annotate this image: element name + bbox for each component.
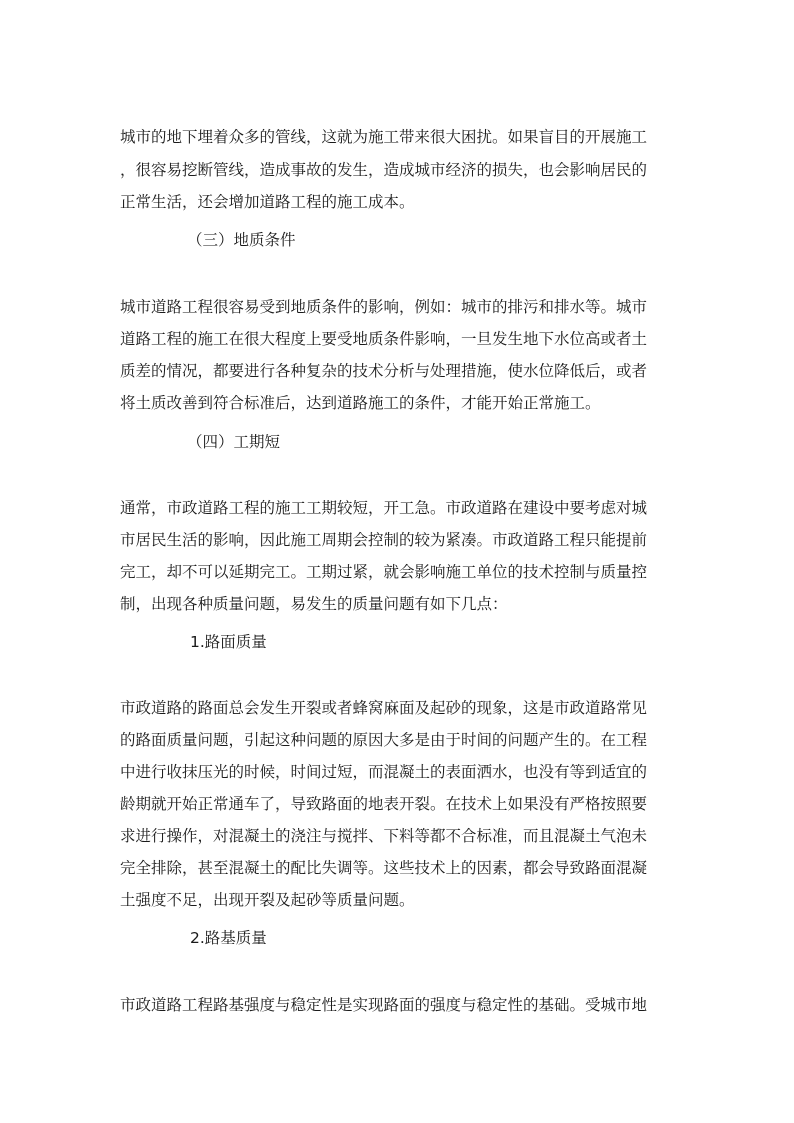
paragraph-4-line-1: 市政道路的路面总会发生开裂或者蜂窝麻面及起砂的现象，这是市政道路常见 (120, 699, 648, 717)
section-heading-geology: （三）地质条件 (187, 231, 296, 249)
subheading-road-surface: 1.路面质量 (190, 633, 267, 651)
paragraph-4-line-4: 龄期就开始正常通车了，导致路面的地表开裂。在技术上如果没有严格按照要 (120, 795, 648, 813)
paragraph-4-line-6: 完全排除，甚至混凝土的配比失调等。这些技术上的因素，都会导致路面混凝 (120, 859, 648, 877)
paragraph-5-line-1: 市政道路工程路基强度与稳定性是实现路面的强度与稳定性的基础。受城市地 (120, 996, 648, 1014)
paragraph-2-line-1: 城市道路工程很容易受到地质条件的影响，例如：城市的排污和排水等。城市 (120, 298, 648, 316)
paragraph-4-line-5: 求进行操作，对混凝土的浇注与搅拌、下料等都不合标准，而且混凝土气泡未 (120, 827, 648, 845)
paragraph-1-line-3: 正常生活，还会增加道路工程的施工成本。 (120, 193, 415, 211)
paragraph-1-line-2: ，很容易挖断管线，造成事故的发生，造成城市经济的损失，也会影响居民的 (120, 161, 648, 179)
section-heading-schedule: （四）工期短 (187, 433, 281, 451)
paragraph-3-line-3: 完工，却不可以延期完工。工期过紧，就会影响施工单位的技术控制与质量控 (120, 563, 648, 581)
paragraph-2-line-2: 道路工程的施工在很大程度上要受地质条件影响，一旦发生地下水位高或者土 (120, 330, 648, 348)
paragraph-1-line-1: 城市的地下埋着众多的管线，这就为施工带来很大困扰。如果盲目的开展施工 (120, 128, 648, 146)
paragraph-2-line-3: 质差的情况，都要进行各种复杂的技术分析与处理措施，使水位降低后，或者 (120, 362, 648, 380)
paragraph-3-line-4: 制，出现各种质量问题，易发生的质量问题有如下几点： (120, 595, 508, 613)
paragraph-3-line-1: 通常，市政道路工程的施工工期较短，开工急。市政道路在建设中要考虑对城 (120, 499, 648, 517)
paragraph-4-line-3: 中进行收抹压光的时候，时间过短，而混凝土的表面洒水，也没有等到适宜的 (120, 763, 648, 781)
paragraph-3-line-2: 市居民生活的影响，因此施工周期会控制的较为紧凑。市政道路工程只能提前 (120, 531, 648, 549)
paragraph-2-line-4: 将土质改善到符合标准后，达到道路施工的条件，才能开始正常施工。 (120, 394, 601, 412)
paragraph-4-line-7: 土强度不足，出现开裂及起砂等质量问题。 (120, 891, 415, 909)
paragraph-4-line-2: 的路面质量问题，引起这种问题的原因大多是由于时间的问题产生的。在工程 (120, 731, 648, 749)
subheading-subgrade: 2.路基质量 (190, 929, 267, 947)
